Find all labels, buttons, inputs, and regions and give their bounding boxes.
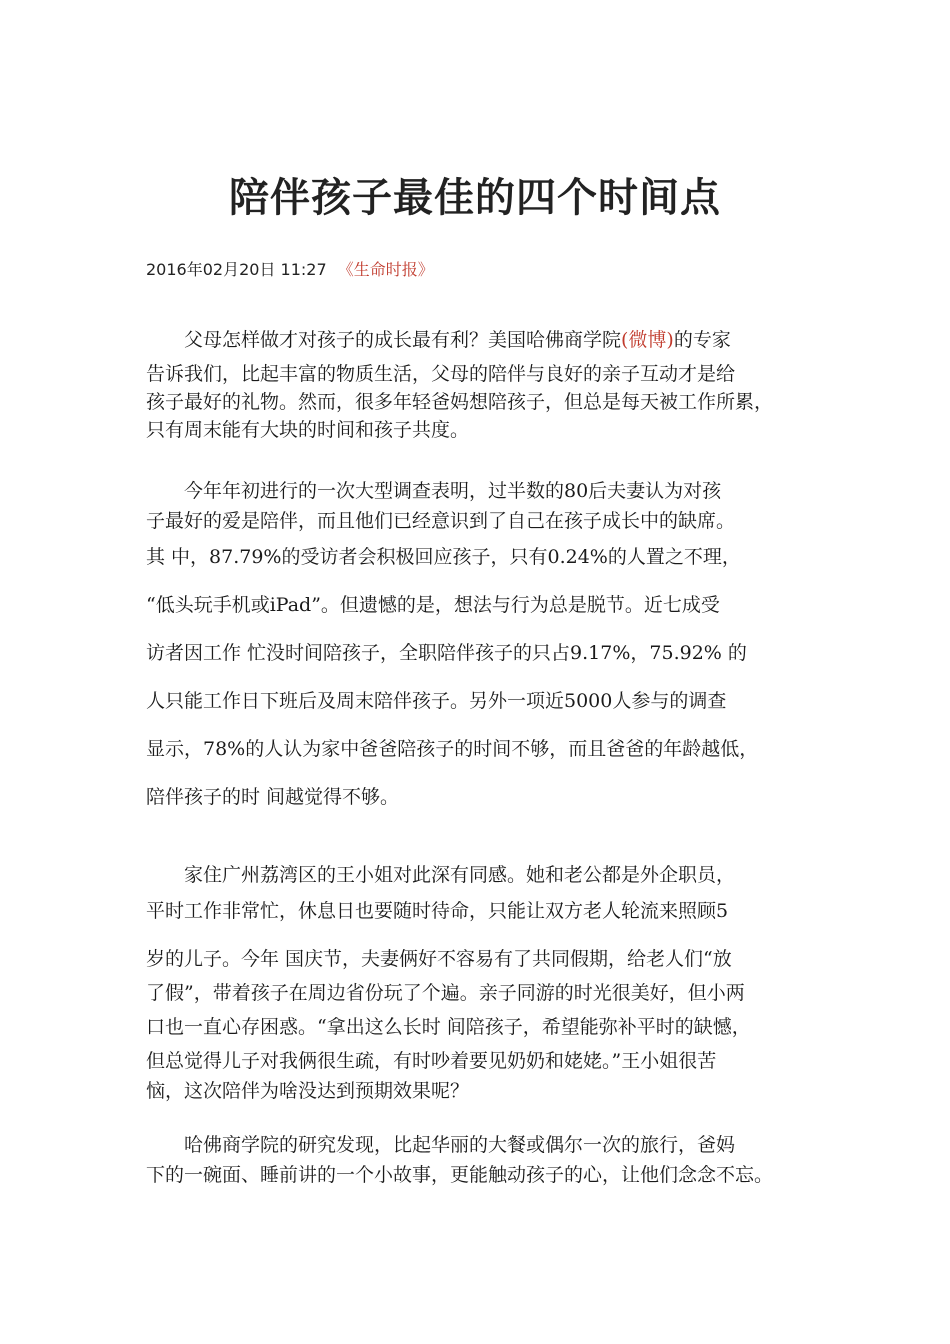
paragraph-line: 其 中，87.79%的受访者会积极回应孩子，只有0.24%的人置之不理， — [146, 546, 741, 568]
paragraph-line: 口也一直心存困惑。“拿出这么长时 间陪孩子，希望能弥补平时的缺憾， — [146, 1016, 751, 1038]
source-link[interactable]: 《生命时报》 — [337, 260, 434, 279]
weibo-link[interactable]: (微博) — [621, 329, 674, 351]
paragraph-line: 下的一碗面、睡前讲的一个小故事，更能触动孩子的心，让他们念念不忘。 — [146, 1164, 774, 1186]
paragraph-3 — [146, 860, 826, 1106]
paragraph-line: 恼，这次陪伴为啥没达到预期效果呢？ — [146, 1080, 470, 1102]
paragraph-line: 子最好的爱是陪伴，而且他们已经意识到了自己在孩子成长中的缺席。 — [146, 510, 736, 532]
paragraph-line: “低头玩手机或iPad”。但遗憾的是，想法与行为总是脱节。近七成受 — [146, 594, 720, 616]
article-title: 陪伴孩子最佳的四个时间点 — [229, 175, 721, 221]
article-meta — [146, 258, 434, 282]
paragraph-line: 人只能工作日下班后及周末陪伴孩子。另外一项近5000人参与的调查 — [146, 690, 727, 712]
paragraph-line: 只有周末能有大块的时间和孩子共度。 — [146, 419, 470, 441]
paragraph-line: 陪伴孩子的时 间越觉得不够。 — [146, 786, 400, 808]
paragraph-1 — [146, 326, 826, 444]
paragraph-line: 家住广州荔湾区的王小姐对此深有同感。她和老公都是外企职员， — [184, 864, 736, 886]
paragraph-line: 平时工作非常忙，休息日也要随时待命，只能让双方老人轮流来照顾5 — [146, 900, 729, 922]
paragraph-2 — [146, 476, 826, 812]
paragraph-line: 访者因工作 忙没时间陪孩子，全职陪伴孩子的只占9.17%，75.92% 的 — [146, 642, 747, 664]
paragraph-line: 父母怎样做才对孩子的成长最有利？美国哈佛商学院(微博)的专家 — [184, 329, 731, 351]
paragraph-line: 显示，78%的人认为家中爸爸陪孩子的时间不够，而且爸爸的年龄越低， — [146, 738, 759, 760]
paragraph-line: 告诉我们，比起丰富的物质生活，父母的陪伴与良好的亲子互动才是给 — [146, 363, 736, 385]
paragraph-line: 但总觉得儿子对我俩很生疏，有时吵着要见奶奶和姥姥。”王小姐很苦 — [146, 1050, 717, 1072]
paragraph-line: 哈佛商学院的研究发现，比起华丽的大餐或偶尔一次的旅行，爸妈 — [184, 1134, 736, 1156]
paragraph-line: 了假”，带着孩子在周边省份玩了个遍。亲子同游的时光很美好，但小两 — [146, 982, 745, 1004]
paragraph-line: 岁的儿子。今年 国庆节，夫妻俩好不容易有了共同假期，给老人们“放 — [146, 948, 732, 970]
paragraph-line: 孩子最好的礼物。然而，很多年轻爸妈想陪孩子，但总是每天被工作所累， — [146, 391, 774, 413]
paragraph-line: 今年年初进行的一次大型调查表明，过半数的80后夫妻认为对孩 — [184, 480, 722, 502]
paragraph-4 — [146, 1130, 826, 1190]
publish-date: 2016年02月20日 11:27 — [146, 260, 327, 279]
